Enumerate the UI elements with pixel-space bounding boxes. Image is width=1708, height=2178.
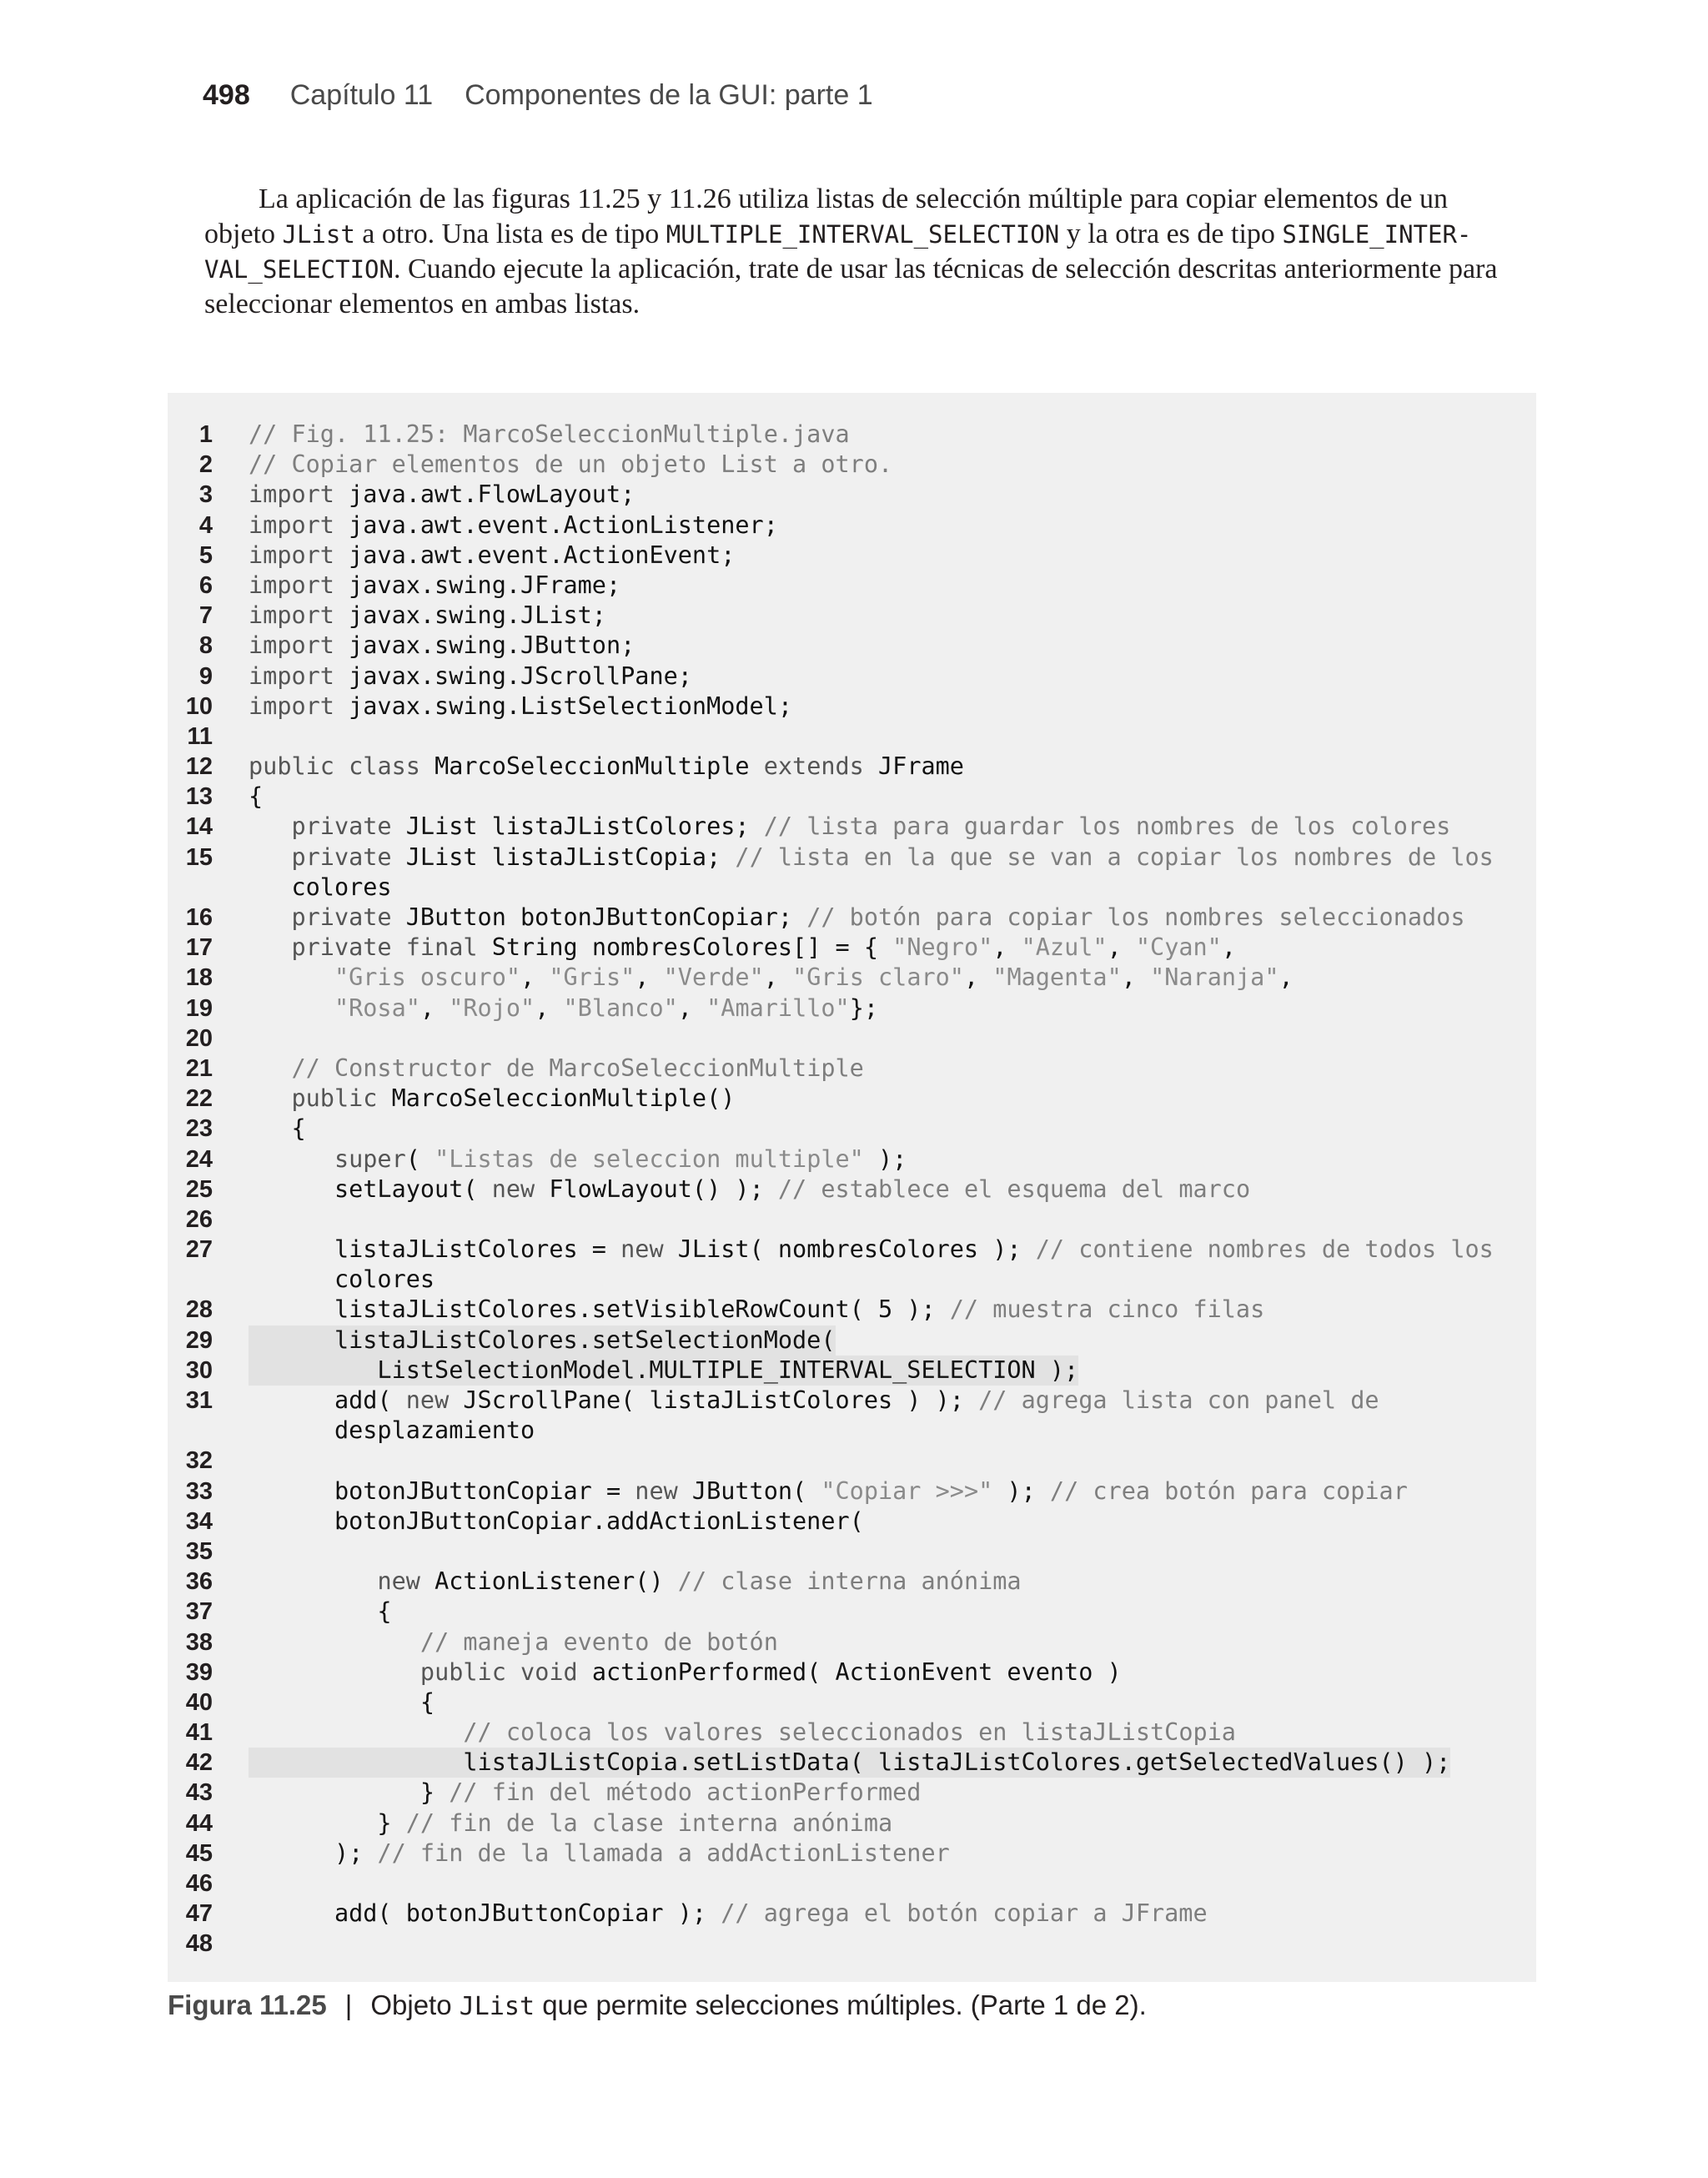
intro-line-2 xyxy=(204,217,1505,252)
code-line xyxy=(168,450,1536,480)
line-number: 26 xyxy=(185,1205,213,1233)
line-number: 13 xyxy=(185,783,213,811)
line-number: 33 xyxy=(185,1477,213,1505)
intro-text: . Cuando ejecute la aplicación, trate de usar las técnicas de selección descritas anteriormente para xyxy=(393,254,1498,284)
line-number: 6 xyxy=(198,571,213,599)
line-number: 23 xyxy=(185,1115,213,1143)
code-line xyxy=(168,1024,1536,1054)
inline-code: MULTIPLE_INTERVAL_SELECTION xyxy=(666,220,1060,249)
line-number: 31 xyxy=(185,1387,213,1414)
code-text: import java.awt.event.ActionEvent; xyxy=(249,541,736,569)
code-text: import javax.swing.ListSelectionModel; xyxy=(249,692,793,720)
code-line xyxy=(168,752,1536,782)
line-number: 41 xyxy=(185,1719,213,1747)
intro-line-4: seleccionar elementos en ambas listas. xyxy=(204,289,640,319)
caption-text: Objeto xyxy=(370,1989,460,2020)
line-number: 43 xyxy=(185,1779,213,1807)
code-line xyxy=(168,1838,1536,1869)
code-line xyxy=(168,541,1536,571)
code-text: new ActionListener() // clase interna anónima xyxy=(377,1567,1022,1596)
code-line xyxy=(168,1567,1536,1597)
line-number: 30 xyxy=(185,1356,213,1384)
code-line xyxy=(168,933,1536,963)
figure-caption xyxy=(168,1989,1147,2021)
line-number: 48 xyxy=(185,1930,213,1958)
line-number: 36 xyxy=(185,1568,213,1596)
chapter-title: Componentes de la GUI: parte 1 xyxy=(465,79,873,111)
code-line xyxy=(168,511,1536,541)
code-line xyxy=(168,1627,1536,1657)
line-number: 17 xyxy=(185,934,213,962)
line-number: 8 xyxy=(198,632,213,660)
code-line xyxy=(168,1235,1536,1265)
line-number: 19 xyxy=(185,994,213,1022)
code-text: import javax.swing.JButton; xyxy=(249,631,635,660)
code-line xyxy=(168,1929,1536,1959)
line-number: 7 xyxy=(198,602,213,630)
code-line xyxy=(168,692,1536,722)
code-line xyxy=(168,1144,1536,1175)
intro-text: y la otra es de tipo xyxy=(1059,219,1283,249)
line-number: 11 xyxy=(187,722,213,750)
code-line xyxy=(168,1778,1536,1808)
code-text: private final String nombresColores[] = { "Negro", "Azul", "Cyan", xyxy=(291,933,1237,962)
intro-line-1: La aplicación de las figuras 11.25 y 11.26 utiliza listas de selección múltiple para copiar elementos de un xyxy=(259,184,1448,214)
code-line xyxy=(168,1175,1536,1205)
code-line xyxy=(168,722,1536,752)
line-number: 2 xyxy=(198,451,213,479)
code-line xyxy=(168,1808,1536,1838)
line-number: 12 xyxy=(185,753,213,781)
line-number: 16 xyxy=(185,904,213,931)
code-text: // Copiar elementos de un objeto List a otro. xyxy=(249,450,893,479)
code-line xyxy=(168,873,1536,903)
code-line xyxy=(168,1446,1536,1476)
line-number: 46 xyxy=(185,1870,213,1897)
code-line xyxy=(168,661,1536,692)
code-line xyxy=(168,571,1536,601)
code-text: public void actionPerformed( ActionEvent evento ) xyxy=(419,1657,1122,1686)
line-number: 22 xyxy=(185,1085,213,1113)
code-line xyxy=(168,1114,1536,1144)
line-number: 39 xyxy=(185,1658,213,1686)
code-line xyxy=(168,1597,1536,1627)
code-line xyxy=(168,1295,1536,1325)
code-text: { xyxy=(249,1597,392,1626)
line-number: 42 xyxy=(185,1749,213,1777)
inline-code: VAL_SELECTION xyxy=(204,255,394,284)
code-text: botonJButtonCopiar = new JButton( "Copiar >>>" ); // crea botón para copiar xyxy=(249,1476,1408,1505)
code-text: add( botonJButtonCopiar ); // agrega el botón copiar a JFrame xyxy=(249,1899,1208,1928)
code-line xyxy=(168,420,1536,450)
code-line xyxy=(168,1205,1536,1235)
line-number: 21 xyxy=(185,1054,213,1082)
line-number: 38 xyxy=(185,1628,213,1656)
code-line xyxy=(168,1386,1536,1416)
code-line xyxy=(168,1657,1536,1688)
line-number: 47 xyxy=(185,1900,213,1928)
code-text: listaJListColores = new JList( nombresColores ); // contiene nombres de todos los xyxy=(249,1235,1494,1264)
code-text: // Constructor de MarcoSeleccionMultiple xyxy=(291,1054,864,1082)
code-line xyxy=(168,1265,1536,1295)
line-number: 32 xyxy=(185,1447,213,1475)
code-text: setLayout( new FlowLayout() ); // establece el esquema del marco xyxy=(249,1175,1251,1203)
code-line xyxy=(168,993,1536,1024)
code-text: } // fin de la clase interna anónima xyxy=(249,1808,893,1837)
code-line xyxy=(168,843,1536,873)
code-text: listaJListColores.setVisibleRowCount( 5 ); // muestra cinco filas xyxy=(249,1295,1265,1324)
line-number: 20 xyxy=(185,1024,213,1052)
page-number: 498 xyxy=(203,79,250,111)
code-text: "Rosa", "Rojo", "Blanco", "Amarillo"}; xyxy=(334,993,879,1022)
code-text: import javax.swing.JList; xyxy=(249,601,606,630)
code-text: // maneja evento de botón xyxy=(419,1627,778,1656)
code-text: private JList listaJListColores; // lista para guardar los nombres de los colores xyxy=(291,812,1451,841)
caption-text: que permite selecciones múltiples. (Parte 1 de 2). xyxy=(535,1989,1147,2020)
code-text: colores xyxy=(249,873,392,901)
code-line xyxy=(168,480,1536,510)
highlighted-code-text: ListSelectionModel.MULTIPLE_INTERVAL_SELECTION ); xyxy=(249,1356,1079,1384)
line-number: 44 xyxy=(185,1809,213,1837)
code-line xyxy=(168,631,1536,661)
intro-text: objeto xyxy=(204,219,283,249)
code-text: { xyxy=(249,782,264,811)
code-line xyxy=(168,963,1536,993)
line-number: 45 xyxy=(185,1839,213,1867)
line-number: 10 xyxy=(185,692,213,720)
code-text: { xyxy=(249,1114,306,1143)
code-text: super( "Listas de seleccion multiple" ); xyxy=(334,1144,907,1173)
code-line xyxy=(168,1054,1536,1084)
line-number: 3 xyxy=(198,481,213,509)
line-number: 34 xyxy=(185,1507,213,1535)
code-text: // coloca los valores seleccionados en listaJListCopia xyxy=(463,1718,1236,1747)
code-line xyxy=(168,1688,1536,1718)
inline-code: JList xyxy=(282,220,355,249)
line-number: 29 xyxy=(185,1326,213,1354)
code-line xyxy=(168,1506,1536,1537)
highlighted-code-text: listaJListColores.setSelectionMode( xyxy=(249,1325,836,1354)
code-text: import javax.swing.JFrame; xyxy=(249,571,621,599)
code-line xyxy=(168,812,1536,842)
code-line xyxy=(168,903,1536,933)
code-line xyxy=(168,1537,1536,1567)
code-text: add( new JScrollPane( listaJListColores ) ); // agrega lista con panel de xyxy=(249,1386,1379,1414)
inline-code: SINGLE_INTER- xyxy=(1282,220,1472,249)
line-number: 25 xyxy=(185,1175,213,1203)
line-number: 40 xyxy=(185,1688,213,1716)
line-number: 15 xyxy=(185,843,213,871)
code-line xyxy=(168,1718,1536,1748)
code-text: } // fin del método actionPerformed xyxy=(249,1778,922,1807)
line-number: 18 xyxy=(185,964,213,992)
line-number: 37 xyxy=(185,1598,213,1626)
line-number: 28 xyxy=(185,1296,213,1324)
code-text: import java.awt.FlowLayout; xyxy=(249,480,635,509)
line-number: 27 xyxy=(185,1236,213,1264)
code-line xyxy=(168,1869,1536,1899)
line-number: 14 xyxy=(185,813,213,841)
code-text: import javax.swing.JScrollPane; xyxy=(249,661,692,690)
line-number: 4 xyxy=(198,511,213,539)
code-text: import java.awt.event.ActionListener; xyxy=(249,511,778,539)
line-number: 5 xyxy=(198,541,213,569)
intro-line-3 xyxy=(204,252,1505,287)
intro-paragraph xyxy=(204,182,1505,322)
chapter-label: Capítulo 11 xyxy=(289,79,434,111)
code-line xyxy=(168,1416,1536,1446)
code-text: desplazamiento xyxy=(249,1416,535,1445)
code-line xyxy=(168,1356,1536,1386)
line-number: 9 xyxy=(198,662,213,690)
figure-label: Figura 11.25 xyxy=(168,1989,327,2020)
code-text: private JList listaJListCopia; // lista en la que se van a copiar los nombres de los xyxy=(291,843,1494,871)
code-text: public MarcoSeleccionMultiple() xyxy=(291,1084,736,1113)
line-number: 1 xyxy=(198,421,213,448)
code-line xyxy=(168,1748,1536,1778)
code-text: private JButton botonJButtonCopiar; // botón para copiar los nombres seleccionados xyxy=(291,903,1465,931)
line-number: 35 xyxy=(185,1537,213,1565)
code-text: ); // fin de la llamada a addActionListener xyxy=(249,1838,950,1867)
line-number: 24 xyxy=(185,1145,213,1173)
caption-separator: | xyxy=(344,1989,353,2020)
caption-code: JList xyxy=(459,1992,535,2021)
running-head xyxy=(203,79,873,121)
code-line xyxy=(168,601,1536,631)
code-line xyxy=(168,1899,1536,1929)
code-listing xyxy=(168,393,1536,1982)
code-line xyxy=(168,1325,1536,1356)
code-text: // Fig. 11.25: MarcoSeleccionMultiple.java xyxy=(249,420,850,448)
code-lines xyxy=(168,420,1536,1959)
code-line xyxy=(168,1084,1536,1114)
code-line xyxy=(168,782,1536,812)
code-text: "Gris oscuro", "Gris", "Verde", "Gris claro", "Magenta", "Naranja", xyxy=(334,963,1294,992)
code-text: botonJButtonCopiar.addActionListener( xyxy=(249,1506,864,1535)
highlighted-code-text: listaJListCopia.setListData( listaJListColores.getSelectedValues() ); xyxy=(249,1748,1451,1777)
code-text: public class MarcoSeleccionMultiple extends JFrame xyxy=(249,752,964,781)
code-text: colores xyxy=(249,1265,435,1294)
code-line xyxy=(168,1476,1536,1506)
intro-text: a otro. Una lista es de tipo xyxy=(354,219,666,249)
code-text: { xyxy=(249,1688,435,1716)
